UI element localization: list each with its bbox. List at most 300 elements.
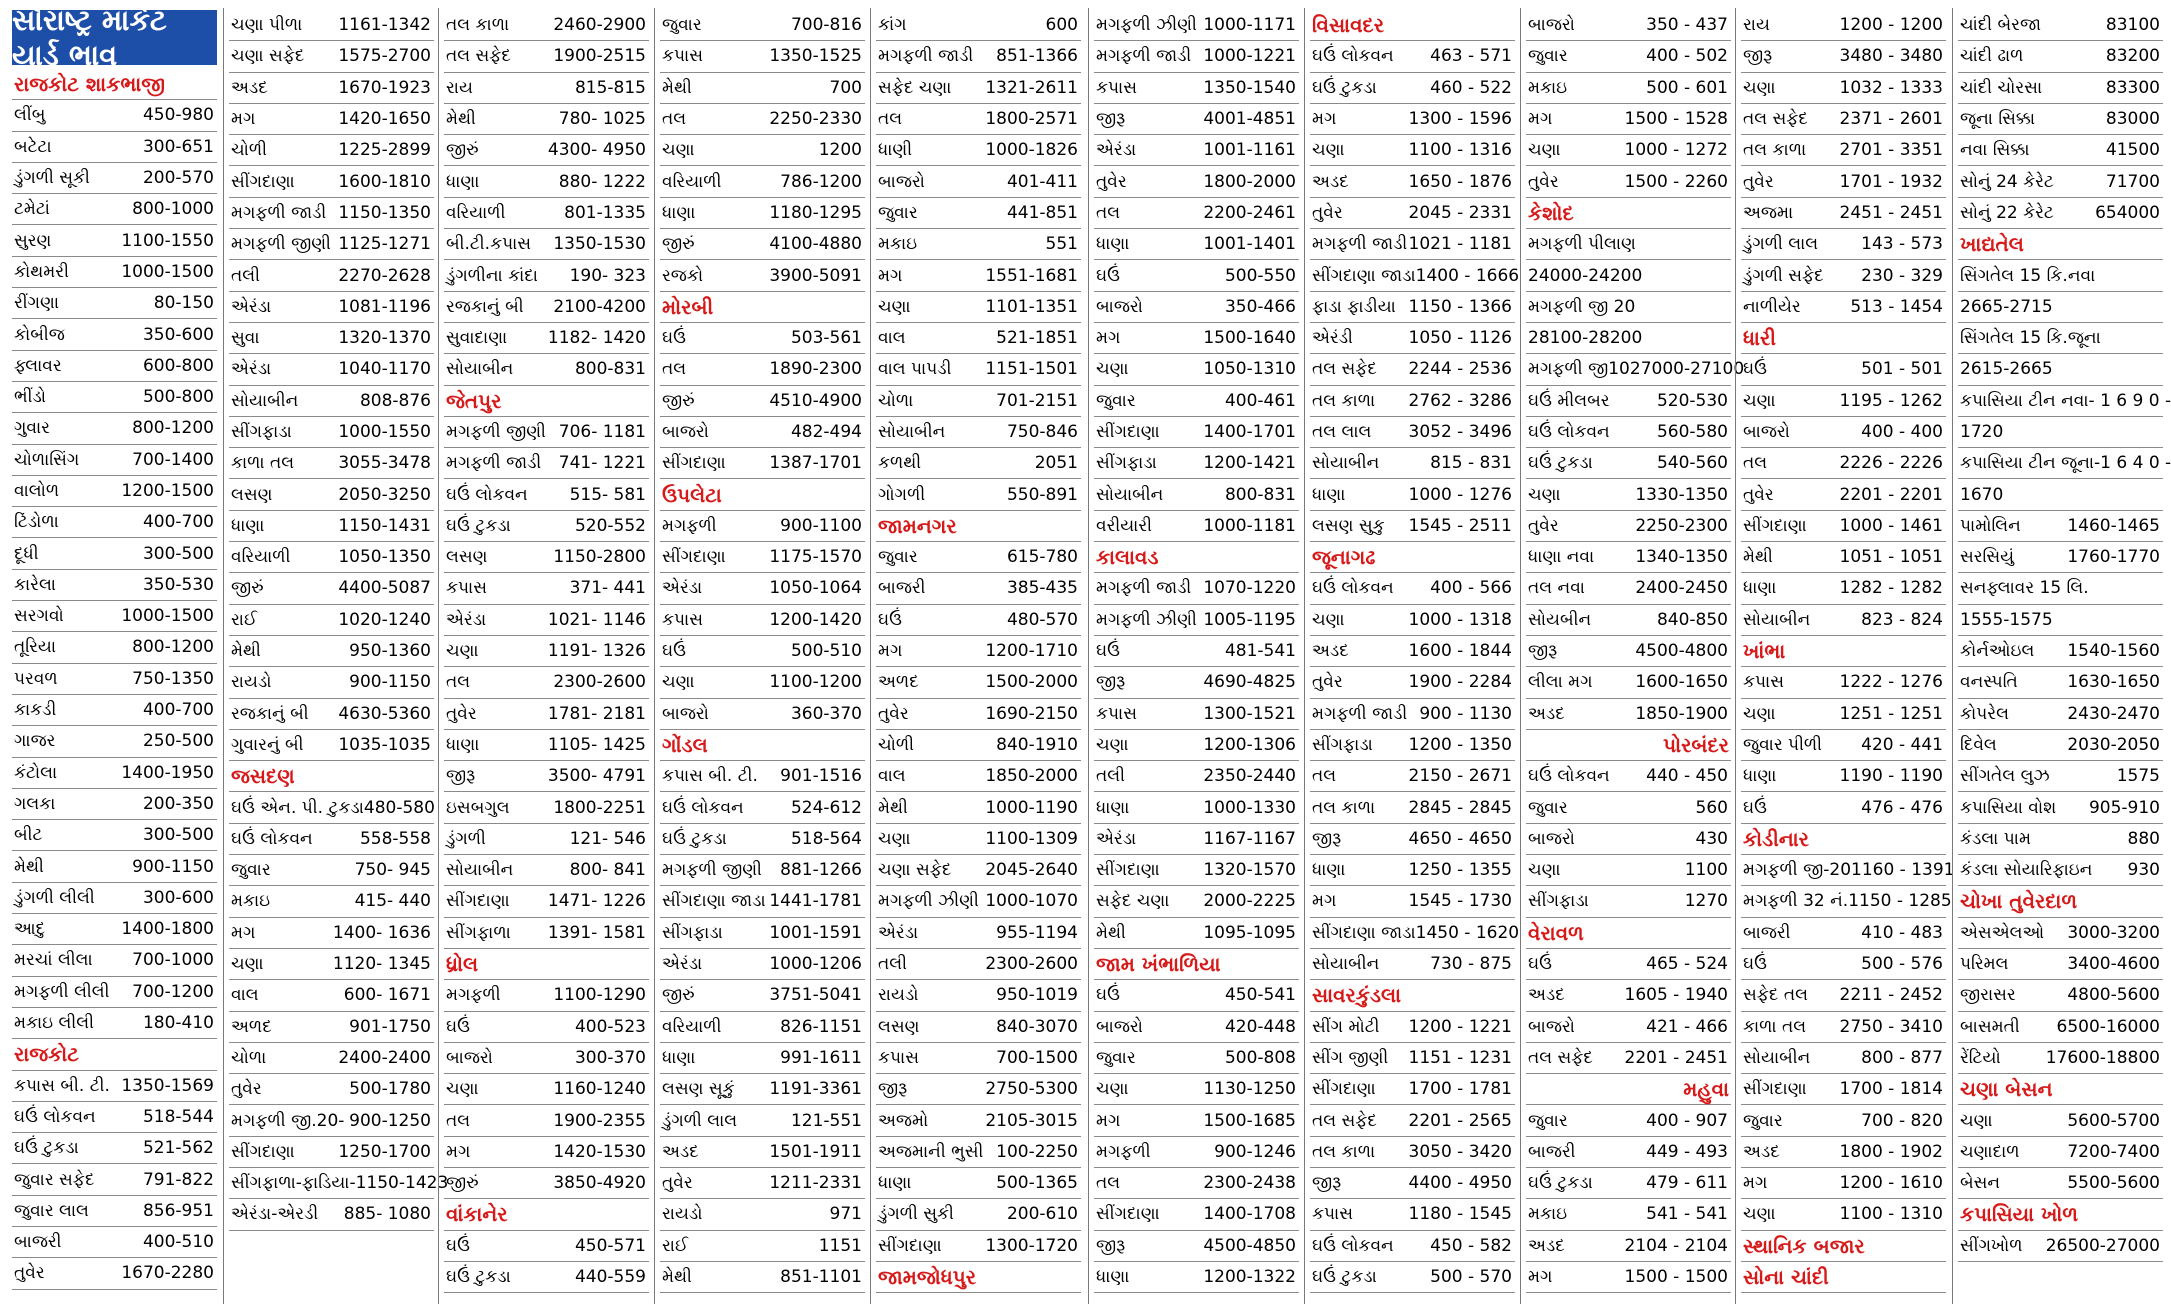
price-range: 230 - 329 — [1861, 265, 1943, 286]
price-row — [1526, 636, 1731, 667]
price-row — [12, 570, 217, 601]
commodity-name: ચણા — [1312, 140, 1345, 161]
price-row — [1741, 386, 1946, 417]
market-heading: સાવરકુંડલા — [1310, 980, 1515, 1011]
price-range: 1500 - 1528 — [1624, 109, 1728, 130]
price-row — [1094, 980, 1299, 1011]
commodity-name: મેથી — [231, 641, 261, 662]
price-range: 741- 1221 — [558, 453, 646, 474]
price-range: 1130-1250 — [1203, 1079, 1296, 1100]
price-range: 479 - 611 — [1646, 1173, 1728, 1194]
price-range: 1800 - 1902 — [1839, 1141, 1943, 1162]
commodity-name: મગ — [1096, 328, 1121, 349]
commodity-name: મગફળી લીલી — [14, 981, 110, 1002]
price-range: 1450 - 1620 — [1415, 922, 1520, 943]
commodity-name: ચોળાસિંગ — [14, 449, 80, 470]
price-range: 1001-1401 — [1203, 234, 1296, 255]
price-row — [660, 949, 865, 980]
price-range: 1350-1525 — [769, 46, 862, 67]
commodity-name: કપાસ — [1096, 77, 1137, 98]
price-range: 815 - 831 — [1430, 453, 1512, 474]
price-row — [1958, 1012, 2163, 1043]
price-range: 1391- 1581 — [547, 922, 646, 943]
commodity-name: રાયડો — [878, 985, 919, 1006]
price-range: 400 - 907 — [1646, 1110, 1728, 1131]
price-range: 1200-1322 — [1203, 1267, 1296, 1288]
commodity-name: વરિયાળી — [662, 171, 722, 192]
price-row — [1526, 949, 1731, 980]
price-range: 4500-4850 — [1203, 1235, 1296, 1256]
price-row — [1310, 855, 1515, 886]
market-heading: ધ્રોલ — [444, 949, 649, 980]
price-range: 518-544 — [142, 1106, 214, 1127]
price-row — [1526, 699, 1731, 730]
price-row — [1526, 104, 1731, 135]
price-range: 500-800 — [142, 387, 214, 408]
price-row — [1958, 542, 2163, 573]
market-heading: જસદણ — [229, 761, 434, 792]
price-range: 180-410 — [142, 1013, 214, 1034]
market-heading: રાજકોટ શાકભાજી — [12, 69, 217, 100]
price-row — [1958, 699, 2163, 730]
commodity-name: સુવા — [231, 328, 260, 349]
price-row — [1741, 135, 1946, 166]
commodity-name: મગફળી ઝીણી — [878, 891, 979, 912]
commodity-name: બાજરી — [878, 578, 926, 599]
commodity-name: અડદ — [1528, 1235, 1565, 1256]
price-row — [660, 1043, 865, 1074]
price-range: 1000 - 1272 — [1624, 140, 1728, 161]
commodity-name: ધાણા — [1743, 578, 1777, 599]
price-row — [229, 479, 434, 510]
commodity-name: સોયાબીન — [446, 860, 514, 881]
price-row — [1526, 1043, 1731, 1074]
commodity-name: ફ્લાવર — [14, 355, 62, 376]
market-heading: જૂનાગઢ — [1310, 542, 1515, 573]
price-row — [1958, 824, 2163, 855]
commodity-name: એરંડા — [446, 609, 487, 630]
price-row — [444, 542, 649, 573]
commodity-name: ચણા સફેદ — [878, 860, 952, 881]
commodity-name: જીરૂ — [446, 766, 476, 787]
commodity-name: મગ — [1528, 1267, 1553, 1288]
commodity-name: સીંગફાડા — [231, 422, 292, 442]
commodity-name: પરિમલ — [1960, 954, 2009, 975]
commodity-name: કોથમરી — [14, 261, 69, 282]
commodity-name: રેંટિયો — [1960, 1047, 2001, 1068]
price-range: 500-1365 — [996, 1173, 1078, 1194]
price-range: 800-1200 — [132, 418, 214, 439]
price-row — [12, 382, 217, 413]
commodity-name: જીરું — [662, 234, 695, 255]
commodity-name: સીંગદાણા — [878, 1235, 942, 1256]
price-range: 400 - 400 — [1861, 422, 1943, 442]
price-row — [1741, 918, 1946, 949]
price-row — [1958, 792, 2163, 823]
price-range: 350-600 — [142, 324, 214, 345]
commodity-name: બાજરો — [1096, 1016, 1143, 1037]
price-range: 500-550 — [1224, 265, 1296, 286]
commodity-name: ધાણા — [1096, 797, 1130, 818]
commodity-name: લસણ — [231, 484, 273, 505]
commodity-name: ઘઉં — [1096, 641, 1120, 662]
commodity-name: ચાંદી બેરજા — [1960, 15, 2041, 36]
market-heading: પોરબંદર — [1526, 730, 1731, 761]
price-range: 1150-1350 — [338, 202, 431, 223]
price-line: 24000-24200 — [1526, 260, 1731, 291]
commodity-name: તુવેર — [14, 1263, 45, 1284]
price-range: 4510-4900 — [769, 390, 862, 411]
price-row — [1526, 1168, 1731, 1199]
price-row — [1741, 198, 1946, 229]
price-row — [1094, 918, 1299, 949]
price-range: 1500 - 1500 — [1624, 1267, 1728, 1288]
price-range: 460 - 522 — [1430, 77, 1512, 98]
price-row — [12, 132, 217, 163]
price-range: 518-564 — [790, 828, 862, 849]
commodity-name: ઘઉં મીલબર — [1528, 390, 1610, 411]
price-row — [1526, 792, 1731, 823]
price-row — [12, 601, 217, 632]
commodity-name: મગ — [878, 641, 903, 662]
commodity-name: કોર્નઓઇલ — [1960, 641, 2035, 662]
price-range: 1100-1550 — [121, 230, 214, 251]
commodity-name: જુવાર — [878, 202, 918, 223]
price-range: 521-1851 — [996, 328, 1078, 349]
price-row — [1526, 41, 1731, 72]
price-row — [229, 41, 434, 72]
price-range: 2030-2050 — [2067, 734, 2160, 755]
price-range: 615-780 — [1006, 547, 1078, 568]
market-heading: કોડીનાર — [1741, 824, 1946, 855]
price-row — [12, 945, 217, 976]
price-range: 1000-1190 — [985, 797, 1078, 818]
price-row — [1310, 1043, 1515, 1074]
commodity-name: તલ — [662, 359, 687, 380]
price-range: 1500-1685 — [1203, 1110, 1296, 1131]
price-range: 4400 - 4950 — [1408, 1173, 1512, 1194]
commodity-name: સીંગફાળા-ફાડિયા- — [231, 1173, 356, 1194]
price-row — [660, 166, 865, 197]
price-row — [444, 1043, 649, 1074]
price-range: 1160-1240 — [553, 1079, 646, 1100]
price-row — [1741, 104, 1946, 135]
price-row — [444, 1012, 649, 1043]
price-range: 521-562 — [142, 1138, 214, 1159]
price-range: 4300- 4950 — [547, 140, 646, 161]
price-range: 851-1101 — [780, 1267, 862, 1288]
price-row — [229, 292, 434, 323]
price-range: 1501-1911 — [769, 1141, 862, 1162]
price-range: 300-500 — [142, 543, 214, 564]
commodity-name: મગફળી જીણી — [231, 234, 331, 255]
price-row — [229, 104, 434, 135]
price-row — [1741, 448, 1946, 479]
price-row — [12, 1227, 217, 1258]
commodity-name: તુવેર — [1312, 202, 1343, 223]
commodity-name: એરંડા — [231, 296, 272, 317]
price-row — [876, 918, 1081, 949]
price-row — [1741, 73, 1946, 104]
price-range: 83200 — [2105, 46, 2160, 67]
commodity-name: તલ — [446, 1110, 471, 1131]
price-row — [444, 1074, 649, 1105]
price-range: 1191-3361 — [769, 1079, 862, 1100]
price-range: 2000-2225 — [1203, 891, 1296, 912]
price-row — [876, 1074, 1081, 1105]
price-row — [1741, 229, 1946, 260]
price-range: 1500 - 2260 — [1624, 171, 1728, 192]
price-row — [660, 73, 865, 104]
price-row — [444, 229, 649, 260]
price-range: 750- 945 — [354, 860, 431, 881]
commodity-name: તલ — [446, 672, 471, 693]
commodity-name: જુવાર — [1096, 390, 1136, 411]
commodity-name: ગલકા — [14, 793, 56, 814]
price-range: 880- 1222 — [558, 171, 646, 192]
commodity-name: ભીંડો — [14, 387, 47, 408]
price-range: 1081-1196 — [338, 296, 431, 317]
price-range: 1000-1550 — [338, 422, 431, 442]
price-row — [1526, 417, 1731, 448]
price-range: 1200-1421 — [1203, 453, 1296, 474]
commodity-name: ચોળા — [878, 390, 914, 411]
commodity-name: ઘઉં ટુકડા — [1528, 1173, 1593, 1194]
commodity-name: મગ — [1743, 1173, 1768, 1194]
commodity-name: અડદ — [1312, 171, 1349, 192]
price-row — [1310, 1199, 1515, 1230]
price-range: 600-800 — [142, 355, 214, 376]
price-range: 950-1360 — [349, 641, 431, 662]
price-row — [1310, 448, 1515, 479]
price-row — [1958, 41, 2163, 72]
price-range: 1195 - 1262 — [1839, 390, 1943, 411]
price-row — [229, 1168, 449, 1199]
price-column — [1310, 10, 1520, 1306]
price-row — [660, 1012, 865, 1043]
price-range: 971 — [829, 1204, 862, 1225]
commodity-name: જુવાર — [1528, 1110, 1568, 1131]
commodity-name: મકાઇ — [878, 234, 918, 255]
market-heading: સોના ચાંદી — [1741, 1262, 1946, 1293]
price-range: 300-651 — [142, 136, 214, 157]
commodity-name: સોયબીન — [1528, 609, 1592, 630]
price-row — [1094, 166, 1299, 197]
commodity-name: કપાસ બી. ટી. — [14, 1075, 110, 1096]
price-row — [444, 292, 649, 323]
price-range: 1191- 1326 — [547, 641, 646, 662]
price-row — [229, 10, 434, 41]
commodity-name: મગફળી — [1096, 1141, 1151, 1162]
price-range: 2300-2600 — [985, 954, 1078, 975]
commodity-name: મેથી — [14, 856, 44, 877]
market-heading: જેતપુર — [444, 386, 649, 417]
price-range: 1400-1950 — [121, 762, 214, 783]
commodity-name: જીરૂ — [1312, 828, 1342, 849]
commodity-name: સીંગદાણા જાડા — [1312, 922, 1416, 943]
price-range: 1330-1350 — [1635, 484, 1728, 505]
commodity-name: કપાસ — [1096, 703, 1137, 724]
commodity-name: જીરૂ — [1096, 1235, 1126, 1256]
price-range: 83300 — [2105, 77, 2160, 98]
price-row — [876, 260, 1081, 291]
price-range: 550-891 — [1006, 484, 1078, 505]
price-row — [1094, 730, 1299, 761]
price-range: 540-560 — [1656, 453, 1728, 474]
price-row — [876, 354, 1081, 385]
price-row — [876, 1137, 1081, 1168]
price-range: 654000 — [2095, 202, 2160, 223]
price-range: 1000 - 1276 — [1408, 484, 1512, 505]
commodity-name: નાળીયેર — [1743, 296, 1801, 317]
commodity-name: ચણા — [446, 641, 479, 662]
commodity-name: કપાસ — [446, 578, 487, 599]
commodity-name: વરિયાળી — [231, 547, 291, 568]
commodity-name: ડુંગળી સૂકી — [14, 168, 90, 189]
price-range: 1160 - 1391 — [1851, 860, 1955, 881]
price-range: 700-1400 — [132, 449, 214, 470]
price-row — [1310, 573, 1515, 604]
commodity-name: બટેટા — [14, 136, 52, 157]
commodity-name: સીંગદાણા — [446, 891, 510, 912]
price-range: 950-1019 — [996, 985, 1078, 1006]
price-range: 500 - 576 — [1861, 954, 1943, 975]
price-row — [1094, 73, 1299, 104]
price-row — [229, 918, 434, 949]
price-row — [876, 980, 1081, 1011]
commodity-name: જીરૂ — [1743, 46, 1773, 67]
commodity-name: મકાઇ — [231, 891, 271, 912]
commodity-name: ચણા — [1743, 390, 1776, 411]
price-row — [12, 1008, 217, 1039]
price-row — [1094, 886, 1299, 917]
price-range: 2051 — [1034, 453, 1078, 474]
price-row — [660, 386, 865, 417]
commodity-name: ચણા — [1960, 1110, 1993, 1131]
price-range: 1050-1350 — [338, 547, 431, 568]
commodity-name: વાલ — [231, 985, 259, 1006]
price-row — [660, 260, 865, 291]
price-row — [1741, 542, 1946, 573]
commodity-name: કાળા તલ — [231, 453, 295, 474]
commodity-name: ગુવારનું બી — [231, 734, 304, 755]
market-heading: ખાંભા — [1741, 636, 1946, 667]
price-row — [1526, 605, 1731, 636]
price-range: 1100 - 1316 — [1408, 140, 1512, 161]
price-range: 700-1200 — [132, 981, 214, 1002]
commodity-name: વરીયારી — [1096, 515, 1152, 536]
price-range: 541 - 541 — [1646, 1204, 1728, 1225]
commodity-name: ધાણા — [662, 202, 696, 223]
price-range: 1001-1161 — [1203, 140, 1296, 161]
commodity-name: બાસમતી — [1960, 1016, 2020, 1037]
price-row — [229, 417, 434, 448]
price-range: 1350-1569 — [121, 1075, 214, 1096]
price-range: 1400 - 1666 — [1415, 265, 1520, 286]
price-range: 1100-1309 — [985, 828, 1078, 849]
price-row — [1094, 1137, 1299, 1168]
commodity-name: કપાસિયા વોશ — [1960, 797, 2057, 818]
price-row — [229, 198, 434, 229]
price-row — [444, 1231, 649, 1262]
price-range: 1200-1500 — [121, 481, 214, 501]
commodity-name: રાઈ — [662, 1235, 689, 1256]
commodity-name: તલી — [231, 265, 260, 286]
price-range: 1000 - 1318 — [1408, 609, 1512, 630]
commodity-name: તલ સફેદ — [1528, 1047, 1593, 1068]
commodity-name: દૂધી — [14, 543, 39, 564]
price-range: 700-1500 — [996, 1047, 1078, 1068]
price-row — [229, 824, 434, 855]
price-range: 2244 - 2536 — [1408, 359, 1512, 380]
commodity-name: જુવાર — [1096, 1047, 1136, 1068]
commodity-name: મગફળી — [446, 985, 501, 1006]
price-range: 1800-2251 — [553, 797, 646, 818]
commodity-name: ઘઉં — [446, 1235, 470, 1256]
price-range: 415- 440 — [354, 891, 431, 912]
commodity-name: સીંગફાડા — [662, 922, 723, 943]
commodity-name: જીરું — [662, 390, 695, 411]
commodity-name: મગફળી જાડી — [878, 46, 974, 67]
commodity-name: સીંગફાડા — [1312, 734, 1373, 755]
price-range: 1200-1710 — [985, 641, 1078, 662]
price-range: 2105-3015 — [985, 1110, 1078, 1131]
price-row — [1310, 1105, 1515, 1136]
price-row — [876, 699, 1081, 730]
price-row — [229, 949, 434, 980]
price-row — [1094, 386, 1299, 417]
price-line: 2615-2665 — [1958, 354, 2163, 385]
price-row — [1310, 667, 1515, 698]
price-range: 1020-1240 — [338, 609, 431, 630]
market-heading: જામજોધપુર — [876, 1262, 1081, 1293]
commodity-name: મગ — [1528, 109, 1553, 130]
price-row — [444, 323, 649, 354]
commodity-name: એરંડા — [1096, 828, 1137, 849]
price-range: 1400-1701 — [1203, 422, 1296, 442]
price-row — [12, 883, 217, 914]
commodity-name: બાજરો — [878, 171, 925, 192]
commodity-name: સીંગદાણા જાડા — [662, 891, 766, 912]
price-range: 1000-1330 — [1203, 797, 1296, 818]
price-range: 190- 323 — [569, 265, 646, 286]
price-range: 450-541 — [1224, 985, 1296, 1006]
commodity-name: તુવેર — [231, 1079, 262, 1100]
price-range: 1441-1781 — [769, 891, 862, 912]
commodity-name: બાજરો — [1096, 296, 1143, 317]
price-range: 1100-1290 — [553, 985, 646, 1006]
price-line: 1555-1575 — [1958, 605, 2163, 636]
commodity-name: કપાસ — [1312, 1204, 1353, 1225]
price-row — [1526, 10, 1731, 41]
price-row — [1958, 1137, 2163, 1168]
price-row — [444, 573, 649, 604]
price-row — [1741, 1105, 1946, 1136]
commodity-name: સીંગદાણા — [1743, 515, 1807, 536]
price-range: 1005-1195 — [1203, 609, 1296, 630]
price-row — [1094, 855, 1299, 886]
commodity-name: સીંગદાણા — [662, 453, 726, 474]
commodity-name: સીંગતેલ લુઝ — [1960, 766, 2050, 787]
price-row — [876, 730, 1081, 761]
commodity-name: સોયાબીન — [1743, 1047, 1811, 1068]
price-row — [1094, 135, 1299, 166]
price-row — [444, 511, 649, 542]
price-row — [12, 163, 217, 194]
commodity-name: ચણા પીળા — [231, 15, 303, 36]
commodity-name: સોયાબીન — [878, 422, 946, 442]
price-row — [1310, 886, 1515, 917]
